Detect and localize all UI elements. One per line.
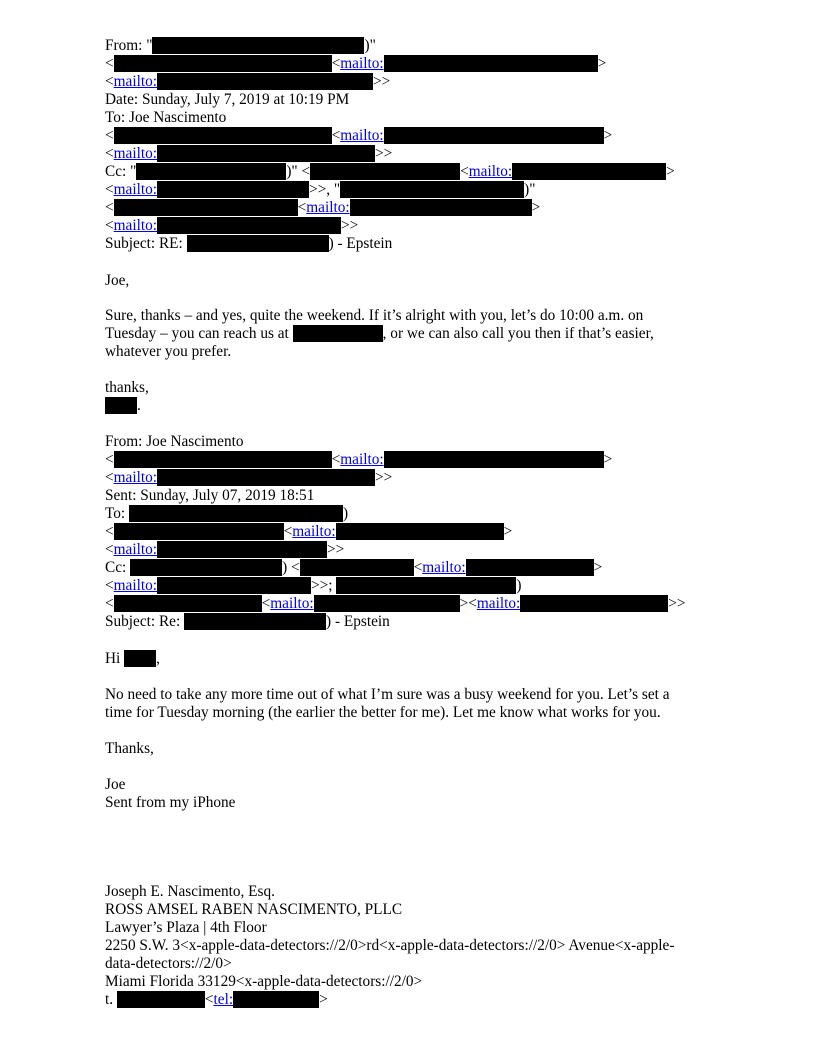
tel-link[interactable]: tel: (213, 991, 234, 1008)
redaction-bar (350, 199, 532, 216)
redaction-bar (512, 163, 666, 180)
redaction-bar (157, 181, 309, 198)
redaction-bar (300, 559, 414, 576)
signature-building: Lawyer’s Plaza | 4th Floor (105, 919, 267, 936)
redaction-bar (136, 163, 286, 180)
signature-address: data-detectors://2/0> (105, 955, 232, 972)
redaction-bar (314, 595, 460, 612)
redaction-bar (157, 73, 373, 90)
email2-from-mailto-line: <mailto: >> (105, 469, 393, 486)
mailto-link[interactable]: mailto: (306, 199, 350, 216)
email1-from-mailto-line: <mailto: >> (105, 73, 391, 90)
email2-to-line: To: ) (105, 505, 349, 522)
mailto-link[interactable]: mailto: (340, 55, 384, 72)
email2-body-line: No need to take any more time out of what I’m sure was a busy weekend for you. Let’s set a (105, 686, 670, 703)
email2-from-address-line: < <mailto: > (105, 451, 613, 468)
redaction-bar (310, 163, 460, 180)
signature-firm: ROSS AMSEL RABEN NASCIMENTO, PLLC (105, 901, 403, 918)
redaction-bar (114, 55, 332, 72)
mailto-link[interactable]: mailto: (113, 145, 157, 162)
email1-cc-line: Cc: " )" < <mailto: > (105, 163, 675, 180)
mailto-link[interactable]: mailto: (340, 451, 384, 468)
redaction-bar (114, 199, 298, 216)
signature-name: Joseph E. Nascimento, Esq. (105, 883, 275, 900)
redaction-bar (384, 451, 604, 468)
redaction-bar (129, 505, 343, 522)
mailto-link[interactable]: mailto: (476, 595, 521, 612)
email2-thanks: Thanks, (105, 740, 154, 757)
redaction-bar (130, 559, 282, 576)
email2-to-mailto-line: <mailto: >> (105, 541, 345, 558)
redaction-bar (157, 217, 341, 234)
email2-body-line: time for Tuesday morning (the earlier the better for me). Let me know what works for you. (105, 704, 661, 721)
redaction-bar (117, 991, 205, 1008)
mailto-link[interactable]: mailto: (422, 559, 466, 576)
mailto-link[interactable]: mailto: (113, 217, 157, 234)
email1-signer: . (105, 397, 141, 415)
email1-date: Date: Sunday, July 7, 2019 at 10:19 PM (105, 91, 350, 108)
signature-city: Miami Florida 33129<x-apple-data-detectors://2/0> (105, 973, 423, 990)
redaction-bar (384, 55, 598, 72)
email1-signoff: thanks, (105, 379, 149, 396)
mailto-link[interactable]: mailto: (113, 469, 157, 486)
redaction-bar (384, 127, 604, 144)
redaction-bar (233, 991, 319, 1008)
redaction-bar (336, 523, 504, 540)
email1-subject: Subject: RE: ) - Epstein (105, 235, 393, 252)
redaction-bar (114, 127, 332, 144)
redaction-bar (340, 181, 524, 198)
email1-to-mailto-line: <mailto: >> (105, 145, 393, 162)
redaction-bar (157, 577, 311, 594)
redaction-bar (157, 145, 375, 162)
signature-address: 2250 S.W. 3<x-apple-data-detectors://2/0>rd<x-apple-data-detectors://2/0> Avenue<x-apple- (105, 937, 675, 954)
email1-greeting: Joe, (105, 272, 130, 289)
signature-phone-line: t. <tel: > (105, 991, 328, 1008)
email2-sent: Sent: Sunday, July 07, 2019 18:51 (105, 487, 315, 504)
redaction-bar (114, 451, 332, 468)
email2-sent-from: Sent from my iPhone (105, 794, 236, 811)
email1-cc-line-2: <mailto: >>, " )" (105, 181, 536, 198)
email1-from-line: From: " )" (105, 37, 376, 54)
mailto-link[interactable]: mailto: (270, 595, 314, 612)
email2-cc-line: Cc: ) < <mailto: > (105, 559, 603, 576)
email2-subject: Subject: Re: ) - Epstein (105, 613, 390, 630)
email2-cc-line-2: <mailto: >>; ) (105, 577, 522, 594)
email2-greeting: Hi , (105, 650, 160, 667)
redaction-bar (293, 325, 383, 342)
mailto-link[interactable]: mailto: (113, 181, 157, 198)
email2-to-address-line: < <mailto: > (105, 523, 513, 540)
email1-body-line: Tuesday – you can reach us at , or we can also call you then if that’s easier, (105, 325, 654, 342)
email1-to-address-line: < <mailto: > (105, 127, 613, 144)
email1-body-line: Sure, thanks – and yes, quite the weekend. If it’s alright with you, let’s do 10:00 a.m. on (105, 307, 644, 324)
email2-cc-line-3: < <mailto: ><mailto: >> (105, 595, 686, 612)
redaction-bar (157, 541, 327, 558)
redaction-bar (152, 37, 364, 54)
mailto-link[interactable]: mailto: (340, 127, 384, 144)
redaction-bar (105, 397, 137, 414)
redaction-bar (336, 577, 516, 594)
redaction-bar (187, 235, 329, 252)
redaction-bar (124, 650, 156, 667)
mailto-link[interactable]: mailto: (113, 73, 157, 90)
redaction-bar (157, 469, 375, 486)
mailto-link[interactable]: mailto: (113, 577, 157, 594)
email2-name: Joe (105, 776, 126, 793)
redaction-bar (466, 559, 594, 576)
email1-cc-line-4: <mailto: >> (105, 217, 359, 234)
mailto-link[interactable]: mailto: (468, 163, 513, 180)
email1-cc-line-3: < <mailto: > (105, 199, 541, 216)
email1-from-address-line: < <mailto: > (105, 55, 607, 72)
redaction-bar (184, 613, 326, 630)
redaction-bar (520, 595, 668, 612)
redaction-bar (114, 523, 284, 540)
redaction-bar (114, 595, 262, 612)
mailto-link[interactable]: mailto: (113, 541, 157, 558)
mailto-link[interactable]: mailto: (292, 523, 336, 540)
email1-to: To: Joe Nascimento (105, 109, 227, 126)
email1-body-line: whatever you prefer. (105, 343, 232, 360)
email2-from: From: Joe Nascimento (105, 433, 244, 450)
